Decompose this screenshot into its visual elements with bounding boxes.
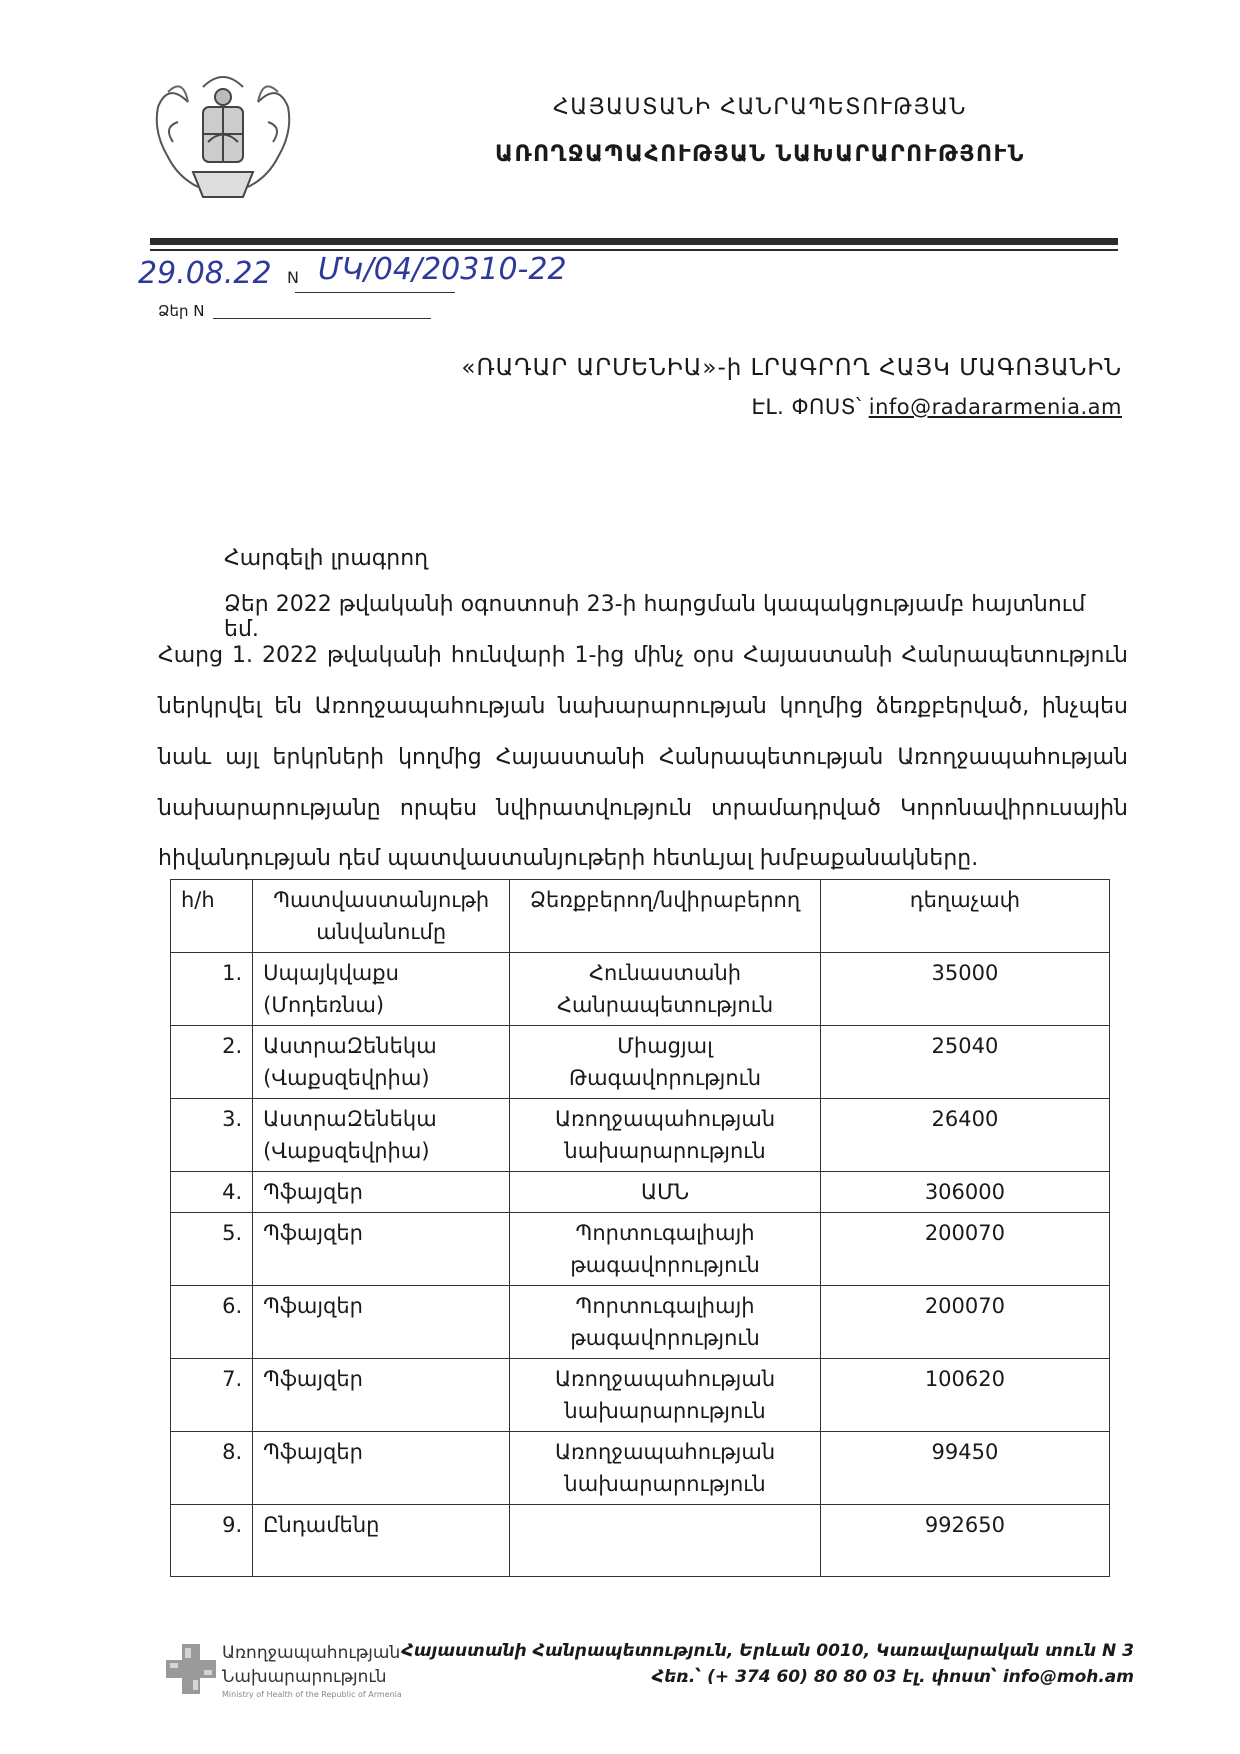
country-heading: ՀԱՅԱՍՏԱՆԻ ՀԱՆՐԱՊԵՏՈՒԹՅԱՆ	[553, 95, 967, 120]
header-donor: Ձեռքբերող/նվիրաբերող	[510, 880, 821, 953]
row-qty: 25040	[820, 1026, 1109, 1099]
question-line-2: ներկրվել են Առողջապահության նախարարության կողմից ձեռքբերված, ինչպես	[158, 694, 1128, 719]
outgoing-n-label: N	[287, 268, 299, 287]
row-no: 8.	[171, 1432, 253, 1505]
row-qty: 35000	[820, 953, 1109, 1026]
salutation: Հարգելի լրագրող	[224, 546, 429, 571]
header-name: Պատվաստանյութի անվանումը	[253, 880, 510, 953]
recipient-name: «ՌԱԴԱՐ ԱՐՄԵՆԻԱ»-ի ԼՐԱԳՐՈՂ ՀԱՅԿ ՄԱԳՈՅԱՆԻՆ	[461, 355, 1122, 381]
question-line-4: նախարարությանը որպես նվիրատվություն տրամադրված Կորոնավիրուսային	[158, 796, 1128, 821]
row-qty: 200070	[820, 1213, 1109, 1286]
footer-logo-text-2: Նախարարություն	[222, 1667, 387, 1687]
outgoing-date: 29.08.22	[138, 256, 272, 291]
outgoing-number: ՄԿ/04/20310-22	[318, 252, 567, 287]
row-donor: ԱՄՆ	[510, 1172, 821, 1213]
question-line-5: հիվանդության դեմ պատվաստանյութերի հետևյալ խմբաքանակները.	[158, 846, 979, 871]
recipient-email-line	[752, 395, 1123, 419]
your-n-line	[213, 318, 431, 319]
row-name: Սպայկվաքս (Մոդեռնա)	[253, 953, 510, 1026]
table-row	[171, 953, 1110, 1026]
table-row	[171, 1432, 1110, 1505]
row-name: Պֆայզեր	[253, 1172, 510, 1213]
row-name: ԱստրաԶենեկա (Վաքսզեվրիա)	[253, 1026, 510, 1099]
footer-contact: Հեռ.՝ (+ 374 60) 80 80 03 էլ. փոստ՝ info@moh.am	[651, 1667, 1134, 1687]
header-divider	[150, 238, 1118, 245]
table-header-row	[171, 880, 1110, 953]
question-line-3: նաև այլ երկրների կողմից Հայաստանի Հանրապետության Առողջապահության	[158, 745, 1128, 770]
ministry-heading: ԱՌՈՂՋԱՊԱՀՈՒԹՅԱՆ ՆԱԽԱՐԱՐՈՒԹՅՈՒՆ	[495, 142, 1025, 167]
table-row	[171, 1026, 1110, 1099]
row-name: ԱստրաԶենեկա (Վաքսզեվրիա)	[253, 1099, 510, 1172]
footer-logo-text-3: Ministry of Health of the Republic of Armenia	[222, 1690, 402, 1699]
row-no: 6.	[171, 1286, 253, 1359]
header-no: հ/հ	[171, 880, 253, 953]
vaccine-table	[170, 879, 1110, 1577]
header-qty: դեղաչափ	[820, 880, 1109, 953]
row-no: 5.	[171, 1213, 253, 1286]
row-donor: Միացյալ Թագավորություն	[510, 1026, 821, 1099]
row-qty: 99450	[820, 1432, 1109, 1505]
row-name: Պֆայզեր	[253, 1213, 510, 1286]
row-no: 1.	[171, 953, 253, 1026]
row-qty: 200070	[820, 1286, 1109, 1359]
row-name: Ընդամենը	[253, 1505, 510, 1577]
row-donor: Առողջապահության նախարարություն	[510, 1099, 821, 1172]
row-name: Պֆայզեր	[253, 1359, 510, 1432]
row-donor	[510, 1505, 821, 1577]
table-row	[171, 1213, 1110, 1286]
row-donor: Առողջապահության նախարարություն	[510, 1432, 821, 1505]
table-row	[171, 1099, 1110, 1172]
coat-of-arms-icon	[148, 62, 298, 212]
row-no: 3.	[171, 1099, 253, 1172]
outgoing-number-line	[295, 292, 455, 293]
row-donor: Պորտուգալիայի թագավորություն	[510, 1286, 821, 1359]
header-divider-thin	[150, 249, 1118, 251]
row-name: Պֆայզեր	[253, 1286, 510, 1359]
table-total-row	[171, 1505, 1110, 1577]
ministry-cross-logo-icon	[162, 1640, 220, 1698]
row-no: 9.	[171, 1505, 253, 1577]
row-name: Պֆայզեր	[253, 1432, 510, 1505]
row-qty: 100620	[820, 1359, 1109, 1432]
row-qty: 306000	[820, 1172, 1109, 1213]
row-donor: Առողջապահության նախարարություն	[510, 1359, 821, 1432]
email-label: ԷԼ. ՓՈՍՏ՝	[751, 395, 862, 419]
row-no: 4.	[171, 1172, 253, 1213]
row-no: 2.	[171, 1026, 253, 1099]
question-line-1: Հարց 1. 2022 թվականի հունվարի 1-ից մինչ օրս Հայաստանի Հանրապետություն	[158, 643, 1128, 668]
row-no: 7.	[171, 1359, 253, 1432]
row-donor: Պորտուգալիայի թագավորություն	[510, 1213, 821, 1286]
footer-address: Հայաստանի Հանրապետություն, Երևան 0010, Կառավարական տուն N 3	[401, 1641, 1134, 1661]
row-qty: 992650	[820, 1505, 1109, 1577]
row-donor: Հունաստանի Հանրապետություն	[510, 953, 821, 1026]
footer-logo-text-1: Առողջապահության	[222, 1643, 401, 1663]
your-n-label: Ձեր N	[158, 302, 205, 320]
table-row	[171, 1286, 1110, 1359]
recipient-email-link[interactable]: info@radararmenia.am	[868, 395, 1122, 419]
table-row	[171, 1172, 1110, 1213]
row-qty: 26400	[820, 1099, 1109, 1172]
intro-paragraph: Ձեր 2022 թվականի օգոստոսի 23-ի հարցման կապակցությամբ հայտնում եմ.	[224, 592, 1086, 642]
table-row	[171, 1359, 1110, 1432]
